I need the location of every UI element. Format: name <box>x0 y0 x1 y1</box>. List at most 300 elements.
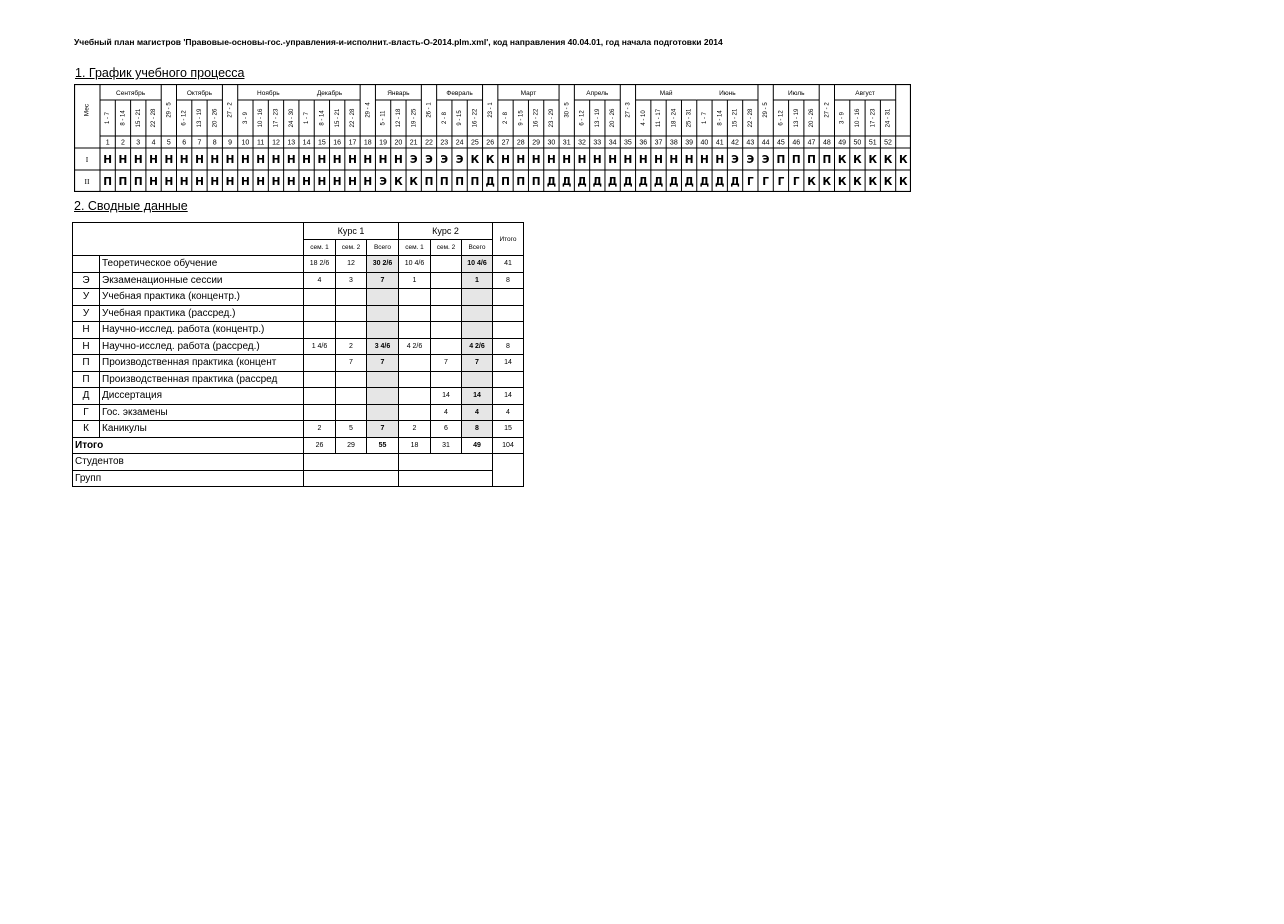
week-range-label: 22 - 28 <box>747 108 754 128</box>
schedule-cell: П <box>807 154 816 166</box>
value-cell: 7 <box>367 355 399 372</box>
week-range-label: 19 - 25 <box>411 108 418 128</box>
week-range-label: 2 - 8 <box>441 111 448 125</box>
value-cell <box>336 289 367 306</box>
schedule-cell: П <box>501 176 510 188</box>
month-label: Январь <box>387 90 410 97</box>
schedule-cell: П <box>439 176 449 188</box>
value-cell <box>304 404 336 421</box>
week-number: 17 <box>348 139 357 147</box>
week-range-label: 16 - 22 <box>472 108 479 128</box>
schedule-cell: Н <box>700 154 709 166</box>
groups-row <box>73 470 524 487</box>
week-range-label: 1 - 7 <box>105 111 112 125</box>
schedule-cell: Д <box>546 176 557 188</box>
schedule-cell: К <box>807 176 816 188</box>
week-number: 33 <box>593 139 602 147</box>
month-label: Апрель <box>586 90 609 97</box>
month-label: Март <box>520 90 537 97</box>
row-name: Диссертация <box>100 388 304 405</box>
schedule-cell: Н <box>715 154 725 166</box>
schedule-cell: Н <box>608 154 618 166</box>
week-range-label: 20 - 26 <box>610 108 617 128</box>
week-range-label: 27 - 2 <box>824 102 831 118</box>
week-number: 3 <box>136 139 141 147</box>
week-number: 28 <box>516 139 525 147</box>
row-name: Производственная практика (рассред <box>100 371 304 388</box>
schedule-cell: П <box>822 154 832 166</box>
value-cell <box>304 371 336 388</box>
value-cell: 30 2/6 <box>367 256 399 273</box>
schedule-cell: Н <box>501 154 510 166</box>
schedule-cell: Г <box>792 176 800 188</box>
groups-label: Групп <box>73 470 304 487</box>
value-cell: 8 <box>462 421 493 438</box>
week-number: 14 <box>302 139 311 147</box>
row-name: Гос. экзамены <box>100 404 304 421</box>
week-number: 24 <box>455 139 464 147</box>
schedule-cell: Н <box>393 154 403 166</box>
value-cell <box>367 305 399 322</box>
week-number: 7 <box>197 139 202 147</box>
schedule-cell: К <box>899 154 908 166</box>
week-number: 43 <box>746 139 755 147</box>
value-cell <box>493 289 524 306</box>
schedule-cell: Н <box>256 176 266 188</box>
week-number: 51 <box>868 139 877 147</box>
month-label: Февраль <box>446 90 473 97</box>
course-1-header: Курс 1 <box>304 223 399 240</box>
week-number: 39 <box>685 139 694 147</box>
semester-header: сем. 1 <box>304 239 336 256</box>
week-range-label: 22 - 28 <box>350 108 357 128</box>
week-range-label: 29 - 5 <box>763 102 770 118</box>
week-number: 25 <box>470 139 479 147</box>
schedule-cell: Н <box>547 154 556 166</box>
page-title: Учебный план магистров 'Правовые-основы-гос.-управления-и-исполнит.-власть-О-2014.plm.xml', код направления 40.04.01, год начала подготовки 2014 <box>74 37 723 47</box>
schedule-cell: К <box>868 154 878 166</box>
schedule-cell: Н <box>286 176 296 188</box>
schedule-cell: К <box>409 176 418 188</box>
schedule-cell: Н <box>149 176 158 188</box>
schedule-cell: Н <box>286 154 296 166</box>
week-number: 20 <box>394 139 403 147</box>
week-number: 10 <box>241 139 250 147</box>
value-cell: 14 <box>493 388 524 405</box>
schedule-cell: Э <box>440 154 449 166</box>
schedule-cell: Н <box>332 176 342 188</box>
schedule-cell: Н <box>562 154 572 166</box>
week-range-label: 13 - 19 <box>793 108 800 128</box>
schedule-cell: Д <box>638 176 648 188</box>
week-range-label: 27 - 2 <box>227 102 234 118</box>
week-range-label: 12 - 18 <box>395 108 402 128</box>
week-number: 21 <box>409 139 418 147</box>
section-schedule-title: 1. График учебного процесса <box>75 66 245 80</box>
value-cell: 7 <box>336 355 367 372</box>
week-range-label: 29 - 5 <box>166 102 173 118</box>
schedule-cell: Н <box>240 154 250 166</box>
schedule-cell: Д <box>577 176 587 188</box>
row-code: Э <box>73 272 100 289</box>
week-range-label: 27 - 3 <box>625 102 632 118</box>
value-cell: 6 <box>431 421 462 438</box>
value-cell <box>304 305 336 322</box>
course-2-header: Курс 2 <box>399 223 493 240</box>
value-cell <box>462 322 493 339</box>
week-range-label: 5 - 11 <box>380 110 387 126</box>
schedule-cell: К <box>822 176 832 188</box>
week-range-label: 23 - 29 <box>548 108 555 128</box>
value-cell: 7 <box>367 421 399 438</box>
week-range-label: 2 - 8 <box>503 111 510 125</box>
schedule-cell: Н <box>516 154 526 166</box>
schedule-cell: К <box>837 176 847 188</box>
week-number: 29 <box>532 139 541 147</box>
value-cell: 8 <box>493 338 524 355</box>
week-range-label: 8 - 14 <box>319 110 326 126</box>
schedule-cell: Н <box>271 154 281 166</box>
week-number: 13 <box>287 139 296 147</box>
schedule-cell: Н <box>179 154 189 166</box>
schedule-cell: П <box>791 154 801 166</box>
semester-header: сем. 2 <box>336 239 367 256</box>
schedule-cell: Н <box>317 154 327 166</box>
schedule-cell: Н <box>302 154 311 166</box>
value-cell <box>336 322 367 339</box>
schedule-cell: Н <box>363 176 373 188</box>
value-cell: 3 4/6 <box>367 338 399 355</box>
value-cell: 12 <box>336 256 367 273</box>
semester-header: Всего <box>462 239 493 256</box>
value-cell: 1 <box>462 272 493 289</box>
schedule-cell: Н <box>195 154 204 166</box>
week-number: 5 <box>166 139 171 147</box>
students-row <box>73 454 524 471</box>
schedule-cell: Д <box>562 176 572 188</box>
total-row <box>73 437 524 454</box>
schedule-cell: Н <box>302 176 311 188</box>
value-cell: 7 <box>431 355 462 372</box>
row-name: Научно-исслед. работа (концентр.) <box>100 322 304 339</box>
week-number: 41 <box>715 139 724 147</box>
week-range-label: 20 - 26 <box>212 108 219 128</box>
value-cell: 41 <box>493 256 524 273</box>
week-range-label: 20 - 26 <box>809 108 816 128</box>
value-cell <box>431 289 462 306</box>
table-row <box>73 322 524 339</box>
row-code: П <box>73 355 100 372</box>
value-cell <box>431 338 462 355</box>
value-cell <box>367 322 399 339</box>
month-label: Декабрь <box>316 90 343 97</box>
summary-table <box>72 222 524 487</box>
schedule-cell: Д <box>592 176 602 188</box>
week-number: 27 <box>501 139 510 147</box>
value-cell <box>462 305 493 322</box>
week-number: 26 <box>486 139 495 147</box>
week-range-label: 25 - 31 <box>686 108 693 128</box>
course-label: I <box>85 155 89 164</box>
total-value: 29 <box>336 437 367 454</box>
summary-header-row <box>73 223 524 240</box>
week-number: 38 <box>669 139 678 147</box>
table-row <box>73 371 524 388</box>
week-number: 4 <box>151 139 156 147</box>
week-range-label: 1 - 7 <box>702 111 709 125</box>
value-cell: 7 <box>367 272 399 289</box>
table-row <box>73 388 524 405</box>
week-range-label: 13 - 19 <box>197 108 204 128</box>
schedule-cell: Н <box>271 176 281 188</box>
schedule-cell: Д <box>653 176 664 188</box>
schedule-cell: Н <box>103 154 113 166</box>
week-range-label: 4 - 10 <box>640 110 647 126</box>
schedule-cell: Н <box>179 176 189 188</box>
week-number: 47 <box>807 139 816 147</box>
value-cell <box>304 289 336 306</box>
schedule-cell: Д <box>607 176 618 188</box>
value-cell <box>304 355 336 372</box>
schedule-cell: Э <box>409 154 418 166</box>
schedule-cell: Н <box>348 154 357 166</box>
value-cell: 4 <box>493 404 524 421</box>
week-range-label: 3 - 9 <box>839 111 846 125</box>
row-name: Экзаменационные сессии <box>100 272 304 289</box>
schedule-cell: Н <box>378 154 388 166</box>
row-code: У <box>73 289 100 306</box>
schedule-cell: Г <box>777 176 785 188</box>
week-number: 31 <box>562 139 571 147</box>
value-cell <box>367 289 399 306</box>
value-cell: 3 <box>336 272 367 289</box>
value-cell: 2 <box>336 338 367 355</box>
week-range-label: 24 - 31 <box>885 108 892 128</box>
course-label: II <box>84 177 90 186</box>
week-number: 35 <box>624 139 632 147</box>
week-number: 6 <box>182 139 187 147</box>
row-code: Г <box>73 404 100 421</box>
schedule-cell: Н <box>118 154 128 166</box>
schedule-cell: П <box>776 154 786 166</box>
value-cell <box>462 289 493 306</box>
month-label: Июль <box>787 90 805 97</box>
value-cell <box>336 305 367 322</box>
semester-header: сем. 1 <box>399 239 431 256</box>
schedule-cell: Э <box>761 154 770 166</box>
schedule-cell: Н <box>195 176 204 188</box>
value-cell <box>431 322 462 339</box>
schedule-cell: К <box>394 176 403 188</box>
schedule-cell: Э <box>731 154 739 166</box>
value-cell <box>399 355 431 372</box>
schedule-cell: П <box>133 176 143 188</box>
week-number: 42 <box>731 139 739 147</box>
value-cell <box>367 404 399 421</box>
value-cell: 5 <box>336 421 367 438</box>
week-number: 22 <box>425 139 433 147</box>
total-value: 104 <box>493 437 524 454</box>
month-label: Сентябрь <box>116 90 146 97</box>
week-range-label: 3 - 9 <box>242 111 249 125</box>
value-cell: 4 2/6 <box>462 338 493 355</box>
schedule-cell: П <box>455 176 464 188</box>
month-label: Ноябрь <box>257 90 280 97</box>
week-number: 36 <box>639 139 648 147</box>
value-cell: 7 <box>462 355 493 372</box>
week-range-label: 6 - 12 <box>579 110 586 126</box>
row-code: Н <box>73 322 100 339</box>
row-name: Учебная практика (рассред.) <box>100 305 304 322</box>
week-number: 16 <box>333 139 342 147</box>
week-number: 48 <box>822 139 831 147</box>
schedule-cell: Э <box>379 176 387 188</box>
week-number: 11 <box>257 139 265 147</box>
value-cell: 10 4/6 <box>399 256 431 273</box>
row-name: Теоретическое обучение <box>100 256 304 273</box>
week-number: 15 <box>317 139 326 147</box>
value-cell: 8 <box>493 272 524 289</box>
value-cell <box>304 322 336 339</box>
value-cell: 1 4/6 <box>304 338 336 355</box>
month-label: Май <box>659 90 673 97</box>
header-blank <box>73 223 304 256</box>
value-cell: 4 <box>304 272 336 289</box>
week-range-label: 17 - 23 <box>273 108 280 128</box>
total-label: Итого <box>73 437 304 454</box>
week-range-label: 17 - 23 <box>870 108 877 128</box>
week-range-label: 6 - 12 <box>778 110 785 126</box>
value-cell <box>431 272 462 289</box>
month-label: Октябрь <box>186 90 213 97</box>
schedule-cell: Н <box>317 176 327 188</box>
schedule-cell: П <box>118 176 128 188</box>
section-summary-title: 2. Сводные данные <box>74 199 188 213</box>
value-cell: 18 2/6 <box>304 256 336 273</box>
week-number: 50 <box>853 139 862 147</box>
month-label: Август <box>855 90 875 97</box>
week-range-label: 23 - 1 <box>487 102 494 118</box>
week-range-label: 10 - 16 <box>258 108 265 128</box>
total-value: 49 <box>462 437 493 454</box>
value-cell <box>336 388 367 405</box>
schedule-cell: Г <box>762 176 769 188</box>
row-name: Учебная практика (концентр.) <box>100 289 304 306</box>
week-range-label: 15 - 21 <box>732 108 739 128</box>
schedule-cell: К <box>485 154 495 166</box>
schedule-cell: Н <box>363 154 373 166</box>
week-range-label: 6 - 12 <box>181 110 188 126</box>
schedule-cell: Д <box>715 176 725 188</box>
table-row <box>73 355 524 372</box>
value-cell: 14 <box>431 388 462 405</box>
week-number: 46 <box>792 139 801 147</box>
week-range-label: 1 - 7 <box>304 111 311 125</box>
schedule-cell: Э <box>455 154 464 166</box>
week-range-label: 18 - 24 <box>671 108 678 128</box>
row-code: Д <box>73 388 100 405</box>
row-code: Н <box>73 338 100 355</box>
value-cell: 10 4/6 <box>462 256 493 273</box>
schedule-cell: П <box>531 176 541 188</box>
schedule-cell: Н <box>669 154 679 166</box>
table-row <box>73 421 524 438</box>
value-cell: 4 2/6 <box>399 338 431 355</box>
semester-header: сем. 2 <box>431 239 462 256</box>
schedule-cell: Д <box>485 176 495 188</box>
value-cell <box>367 388 399 405</box>
schedule-cell: Н <box>348 176 357 188</box>
week-range-label: 13 - 19 <box>594 108 601 128</box>
schedule-cell: Н <box>210 154 220 166</box>
week-number: 23 <box>440 139 449 147</box>
week-range-label: 9 - 15 <box>518 110 525 126</box>
week-number: 30 <box>547 139 556 147</box>
week-number: 52 <box>884 139 892 147</box>
schedule-cell: К <box>837 154 847 166</box>
table-row <box>73 256 524 273</box>
mes-label: Мес <box>83 103 91 117</box>
schedule-cell: Н <box>133 154 143 166</box>
value-cell: 14 <box>462 388 493 405</box>
value-cell: 15 <box>493 421 524 438</box>
value-cell <box>399 305 431 322</box>
schedule-cell: Н <box>225 176 235 188</box>
week-number: 49 <box>838 139 847 147</box>
week-range-label: 10 - 16 <box>855 108 862 128</box>
value-cell <box>431 256 462 273</box>
schedule-cell: Н <box>240 176 250 188</box>
week-number: 19 <box>379 139 387 147</box>
schedule-cell: К <box>470 154 480 166</box>
schedule-cell: П <box>424 176 434 188</box>
schedule-cell: Н <box>623 154 633 166</box>
total-value: 55 <box>367 437 399 454</box>
table-row <box>73 338 524 355</box>
schedule-cell: П <box>103 176 113 188</box>
value-cell <box>493 305 524 322</box>
schedule-cell: Г <box>746 176 754 188</box>
row-name: Научно-исслед. работа (рассред.) <box>100 338 304 355</box>
week-number: 45 <box>777 139 785 147</box>
schedule-cell: П <box>516 176 526 188</box>
table-row <box>73 305 524 322</box>
week-range-label: 29 - 4 <box>365 102 372 118</box>
total-value: 31 <box>431 437 462 454</box>
schedule-cell: К <box>853 176 862 188</box>
value-cell <box>367 371 399 388</box>
value-cell: 4 <box>431 404 462 421</box>
schedule-cell: Н <box>332 154 342 166</box>
total-value: 26 <box>304 437 336 454</box>
total-value: 18 <box>399 437 431 454</box>
week-number: 12 <box>272 139 280 147</box>
week-number: 34 <box>608 139 617 147</box>
value-cell <box>399 371 431 388</box>
week-range-label: 15 - 21 <box>135 108 142 128</box>
row-code: У <box>73 305 100 322</box>
value-cell: 2 <box>399 421 431 438</box>
value-cell <box>493 371 524 388</box>
total-header: Итого <box>493 223 524 256</box>
schedule-grid <box>74 84 911 192</box>
schedule-cell: Э <box>746 154 755 166</box>
week-range-label: 24 - 30 <box>288 108 295 128</box>
week-number: 44 <box>761 139 770 147</box>
schedule-cell: К <box>883 176 893 188</box>
schedule-cell: Н <box>531 154 541 166</box>
week-range-label: 16 - 22 <box>533 108 540 128</box>
